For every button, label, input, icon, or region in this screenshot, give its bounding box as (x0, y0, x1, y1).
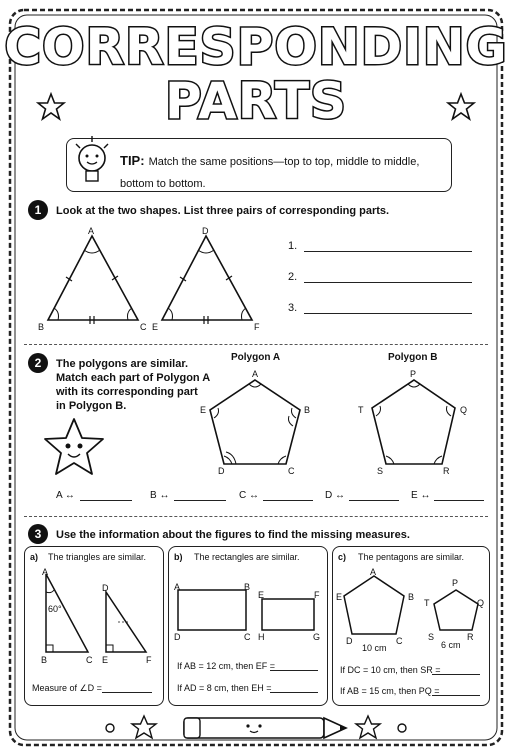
section-divider (24, 516, 488, 517)
part-b-question-1: If AB = 12 cm, then EF = (177, 661, 276, 671)
polygon-b-vertex-r: R (443, 466, 450, 476)
part-b-vertex-a: A (174, 582, 181, 592)
part-a-vertex-e: E (102, 655, 109, 665)
part-a-title: The triangles are similar. (48, 552, 147, 562)
match-label-c: C ↔ (239, 490, 259, 501)
part-a-vertex-a: A (42, 567, 49, 577)
part-a-tag: a) (30, 552, 39, 562)
part-a-triangles (34, 566, 156, 662)
vertex-label-a: A (88, 226, 95, 236)
polygon-a-vertex-b: B (304, 405, 311, 415)
star-icon (446, 92, 476, 122)
vertex-label-f: F (254, 322, 260, 332)
part-c-side-1: 10 cm (362, 643, 387, 653)
polygon-b-vertex-t: T (358, 405, 364, 415)
tip-body: Match the same positions—top to top, middle to middle, bottom to bottom. (120, 156, 420, 190)
part-c-answer-line-2[interactable] (432, 695, 480, 696)
part-b-vertex-b: B (244, 582, 251, 592)
part-a-question: Measure of ∠D = (32, 683, 102, 693)
match-label-d: D ↔ (325, 490, 345, 501)
part-a-vertex-b: B (41, 655, 48, 665)
polygon-b-title: Polygon B (388, 352, 438, 363)
answer-line-1[interactable] (304, 251, 472, 252)
match-label-a: A ↔ (56, 490, 75, 501)
question-2-prompt-line: The polygons are similar. (56, 358, 189, 370)
polygon-a-vertex-e: E (200, 405, 207, 415)
match-label-b: B ↔ (150, 490, 170, 501)
answer-label-3: 3. (288, 302, 298, 314)
pencil-icon (184, 718, 346, 738)
polygon-a-vertex-d: D (218, 466, 225, 476)
star-icon (36, 92, 66, 122)
part-c-vertex-r: R (467, 632, 474, 642)
part-c-vertex-d: D (346, 636, 353, 646)
answer-label-1: 1. (288, 240, 298, 252)
polygon-a-title: Polygon A (231, 352, 281, 363)
title-line-2: PARTS (164, 72, 348, 130)
question-2-prompt-line: in Polygon B. (56, 400, 127, 412)
part-c-side-2: 6 cm (441, 640, 461, 650)
lightbulb-icon (72, 134, 112, 190)
answer-line-3[interactable] (304, 313, 472, 314)
smiling-star-icon (40, 416, 108, 480)
question-2-prompt-line: with its corresponding part (56, 386, 198, 398)
question-2-number: 2 (28, 353, 48, 373)
part-b-question-2: If AD = 8 cm, then EH = (177, 683, 272, 693)
part-b-vertex-h: H (258, 632, 265, 642)
question-1-number: 1 (28, 200, 48, 220)
part-b-title: The rectangles are similar. (194, 552, 300, 562)
part-c-tag: c) (338, 552, 347, 562)
part-c-answer-line-1[interactable] (432, 674, 480, 675)
title-line-1: CORRESPONDING (4, 18, 508, 76)
question-2-pentagons (196, 368, 476, 480)
question-3-prompt: Use the information about the figures to find the missing measures. (56, 529, 410, 541)
question-3-number: 3 (28, 524, 48, 544)
match-label-e: E ↔ (411, 490, 431, 501)
part-b-vertex-d: D (174, 632, 181, 642)
polygon-a-vertex-a: A (252, 369, 259, 379)
part-b-answer-line-2[interactable] (270, 692, 318, 693)
part-a-angle-label: 60° (48, 604, 62, 614)
part-c-vertex-s: S (428, 632, 435, 642)
question-2-prompt (56, 357, 210, 413)
polygon-a-vertex-c: C (288, 466, 295, 476)
polygon-b-vertex-p: P (410, 369, 417, 379)
answer-line-2[interactable] (304, 282, 472, 283)
part-b-vertex-f: F (314, 590, 320, 600)
question-1-prompt: Look at the two shapes. List three pairs of corresponding parts. (56, 205, 390, 217)
match-line-d[interactable] (349, 500, 399, 501)
part-a-vertex-f: F (146, 655, 152, 665)
match-line-b[interactable] (174, 500, 226, 501)
tip-label: TIP: (120, 153, 145, 168)
answer-label-2: 2. (288, 271, 298, 283)
vertex-label-e: E (152, 322, 159, 332)
part-b-answer-line-1[interactable] (270, 670, 318, 671)
question-2-prompt-line: Match each part of Polygon A (56, 372, 211, 384)
part-c-title: The pentagons are similar. (358, 552, 465, 562)
polygon-b-vertex-q: Q (460, 405, 468, 415)
match-line-a[interactable] (80, 500, 132, 501)
part-c-vertex-c: C (396, 636, 403, 646)
part-c-vertex-a: A (370, 567, 377, 577)
part-b-vertex-e: E (258, 590, 265, 600)
part-c-vertex-e: E (336, 592, 343, 602)
part-c-question-2: If AB = 15 cm, then PQ = (340, 686, 440, 696)
question-1-triangles (34, 222, 274, 334)
part-c-vertex-t: T (424, 598, 430, 608)
part-c-pentagons (332, 566, 488, 646)
part-c-question-1: If DC = 10 cm, then SR = (340, 665, 441, 675)
bottom-decoration (100, 710, 412, 744)
polygon-b-vertex-s: S (377, 466, 384, 476)
part-b-tag: b) (174, 552, 183, 562)
section-divider (24, 344, 488, 345)
part-a-vertex-c: C (86, 655, 93, 665)
vertex-label-c: C (140, 322, 147, 332)
part-b-vertex-g: G (313, 632, 321, 642)
tip-text (120, 150, 440, 195)
part-c-vertex-b: B (408, 592, 415, 602)
part-a-answer-line[interactable] (102, 692, 152, 693)
vertex-label-b: B (38, 322, 45, 332)
part-c-vertex-q: Q (477, 598, 485, 608)
part-b-vertex-c: C (244, 632, 251, 642)
match-line-c[interactable] (263, 500, 313, 501)
part-a-vertex-d: D (102, 583, 109, 593)
match-line-e[interactable] (434, 500, 484, 501)
vertex-label-d: D (202, 226, 209, 236)
part-c-vertex-p: P (452, 578, 459, 588)
